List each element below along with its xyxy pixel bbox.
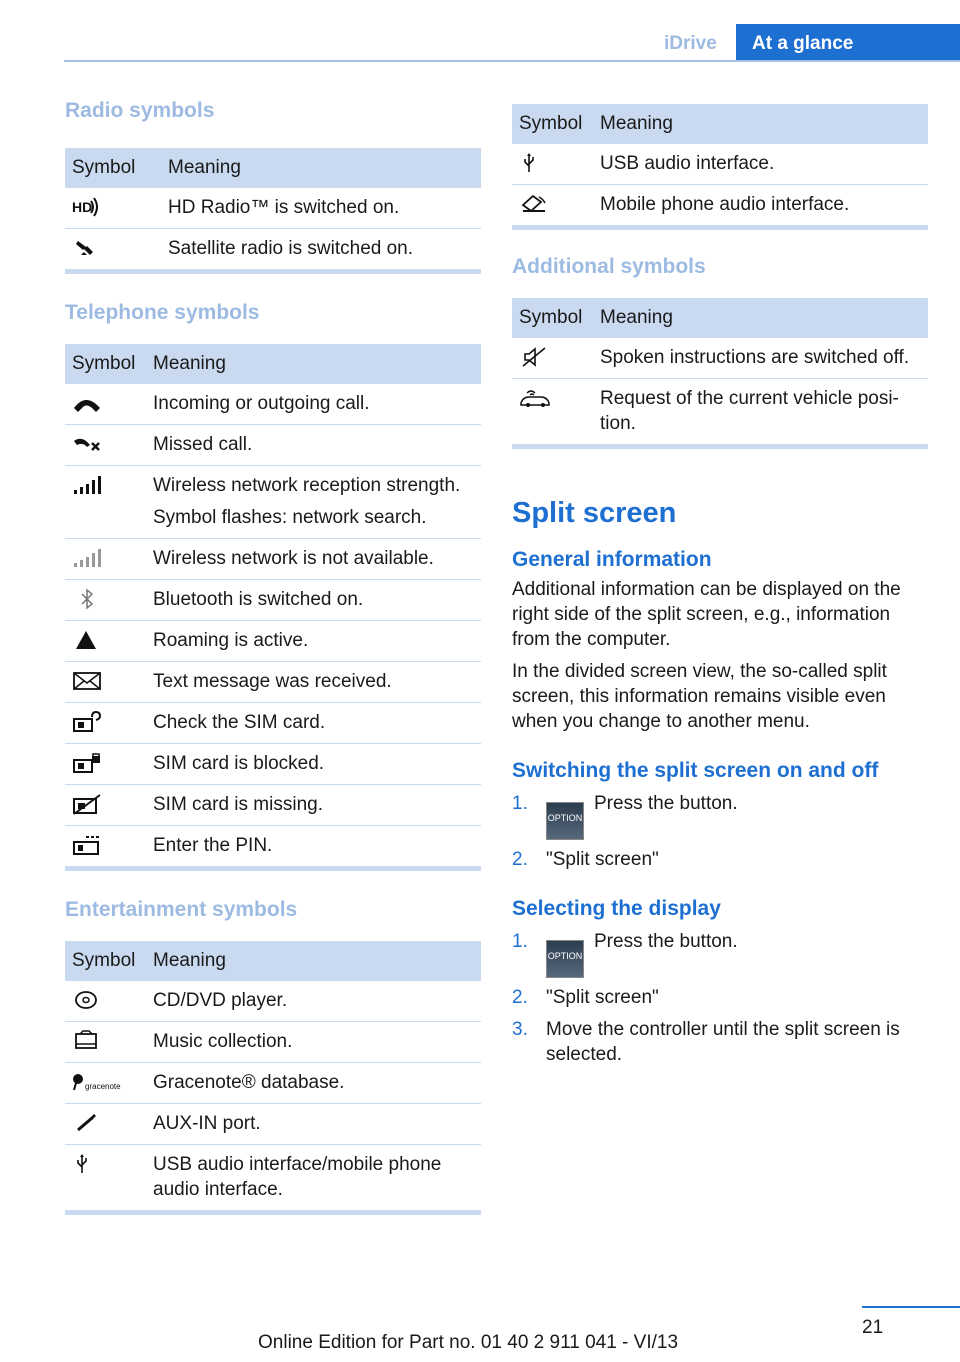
step-text: Press the button. [594, 793, 738, 814]
table-row [65, 229, 481, 269]
table-row [65, 188, 481, 229]
column-header-meaning: Meaning [600, 307, 673, 328]
meaning-text: SIM card is blocked. [153, 753, 325, 774]
list-item [512, 791, 928, 840]
column-header-meaning: Meaning [153, 353, 226, 374]
meaning-text: Incoming or outgoing call. [153, 393, 370, 414]
general-information-heading: General information [512, 548, 712, 571]
meaning-text: Text message was received. [153, 671, 392, 692]
header-rule [64, 60, 960, 62]
table-row [65, 703, 481, 744]
sim-missing-icon [72, 793, 102, 815]
meaning-text: Enter the PIN. [153, 835, 273, 856]
general-information-paragraph-1: Additional information can be displayed on the right side of the split screen, e.g., information from the computer. [512, 579, 901, 650]
table-row [65, 785, 481, 826]
table-row [65, 981, 481, 1022]
column-header-symbol: Symbol [72, 353, 136, 374]
meaning-text: Mobile phone audio interface. [600, 194, 850, 215]
table-row [65, 1145, 481, 1210]
bluetooth-icon [72, 588, 102, 610]
step-number: 3. [512, 1019, 528, 1040]
roaming-icon [72, 629, 102, 651]
table-row [65, 384, 481, 425]
additional-symbols-heading: Additional symbols [512, 255, 706, 278]
meaning-text: Roaming is active. [153, 630, 309, 651]
table-row [65, 1063, 481, 1104]
table-row [65, 1104, 481, 1145]
entertainment-symbols-table-continued [512, 104, 928, 230]
telephone-symbols-heading: Telephone symbols [65, 301, 260, 324]
option-button[interactable]: OPTION [546, 940, 584, 978]
selecting-display-heading: Selecting the display [512, 897, 721, 920]
meaning-text: USB audio interface. [600, 153, 775, 174]
additional-symbols-table [512, 298, 928, 449]
table-header [512, 298, 928, 338]
radio-symbols-table [65, 148, 481, 274]
meaning-text: Satellite radio is switched on. [168, 238, 414, 259]
signal-strength-icon [72, 474, 102, 496]
sim-blocked-icon [72, 752, 102, 774]
table-row [65, 826, 481, 866]
table-row [512, 144, 928, 185]
step-text: "Split screen" [546, 849, 659, 870]
table-header [65, 148, 481, 188]
mobile-phone-audio-icon [519, 193, 549, 215]
usb-icon [72, 1153, 102, 1175]
table-header [65, 344, 481, 384]
meaning-text: USB audio interface/mobile phone audio interface. [153, 1154, 442, 1200]
general-information-paragraph-2: In the divided screen view, the so-called split screen, this information remains visible even when you change to another menu. [512, 661, 887, 732]
sim-check-icon [72, 711, 102, 733]
radio-symbols-heading: Radio symbols [65, 99, 215, 122]
envelope-icon [72, 670, 102, 692]
speech-off-icon [519, 346, 549, 368]
table-row [65, 539, 481, 580]
table-row [65, 621, 481, 662]
music-collection-icon [72, 1030, 102, 1052]
meaning-note: Symbol flashes: network search. [153, 507, 427, 528]
meaning-text: Bluetooth is switched on. [153, 589, 364, 610]
list-item [512, 985, 928, 1010]
table-header [512, 104, 928, 144]
table-row [65, 580, 481, 621]
meaning-text: HD Radio™ is switched on. [168, 197, 400, 218]
hd-radio-icon [72, 196, 98, 218]
switching-heading: Switching the split screen on and off [512, 759, 879, 782]
column-header-symbol: Symbol [519, 307, 583, 328]
column-header-meaning: Meaning [168, 157, 241, 178]
step-text: "Split screen" [546, 987, 659, 1008]
table-header [65, 941, 481, 981]
meaning-text: CD/DVD player. [153, 990, 288, 1011]
no-network-icon [72, 547, 102, 569]
column-header-symbol: Symbol [72, 157, 136, 178]
usb-icon [519, 152, 549, 174]
gracenote-logo-text: gracenote [85, 1082, 121, 1091]
page-number: 21 [862, 1317, 884, 1338]
table-row [512, 185, 928, 225]
list-item [512, 1017, 928, 1067]
switching-steps [512, 791, 928, 872]
table-row [65, 425, 481, 466]
svg-text:HD: HD [72, 199, 93, 215]
option-button[interactable]: OPTION [546, 802, 584, 840]
right-column [512, 104, 928, 1067]
split-screen-heading: Split screen [512, 497, 677, 529]
pin-entry-icon [72, 834, 102, 856]
gracenote-icon [72, 1071, 132, 1093]
selecting-steps [512, 929, 928, 1067]
satellite-icon [72, 237, 98, 259]
column-header-symbol: Symbol [519, 113, 583, 134]
step-number: 2. [512, 987, 528, 1008]
step-number: 1. [512, 793, 528, 814]
step-number: 1. [512, 931, 528, 952]
header-chapter-tab [736, 24, 960, 62]
left-column [65, 98, 481, 1215]
meaning-text: Request of the current vehicle posi-tion. [600, 388, 899, 434]
step-text: Move the controller until the split screen is selected. [546, 1019, 900, 1065]
meaning-text: Wireless network reception strength. [153, 475, 461, 496]
table-row [512, 338, 928, 379]
table-row [65, 1022, 481, 1063]
column-header-meaning: Meaning [600, 113, 673, 134]
meaning-text: Music collection. [153, 1031, 293, 1052]
meaning-text: Spoken instructions are switched off. [600, 347, 910, 368]
entertainment-symbols-heading: Entertainment symbols [65, 898, 298, 921]
page-number-rule [862, 1306, 960, 1308]
meaning-text: Check the SIM card. [153, 712, 326, 733]
header-section-label: iDrive [664, 33, 717, 54]
phone-handset-icon [72, 392, 102, 414]
step-number: 2. [512, 849, 528, 870]
entertainment-symbols-table [65, 941, 481, 1215]
table-row [65, 662, 481, 703]
header-chapter-label: At a glance [752, 33, 854, 54]
aux-plug-icon [72, 1112, 102, 1134]
list-item [512, 929, 928, 978]
meaning-text: AUX-IN port. [153, 1113, 261, 1134]
missed-call-icon [72, 433, 102, 455]
list-item [512, 847, 928, 872]
meaning-text: SIM card is missing. [153, 794, 323, 815]
vehicle-position-icon [519, 387, 553, 409]
meaning-text: Wireless network is not available. [153, 548, 434, 569]
footer-edition: Online Edition for Part no. 01 40 2 911 041 - VI/13 [258, 1332, 679, 1353]
table-row [65, 744, 481, 785]
step-text: Press the button. [594, 931, 738, 952]
column-header-symbol: Symbol [72, 950, 136, 971]
telephone-symbols-table [65, 344, 481, 871]
column-header-meaning: Meaning [153, 950, 226, 971]
disc-icon [72, 989, 102, 1011]
meaning-text: Gracenote® database. [153, 1072, 345, 1093]
table-row [65, 466, 481, 539]
table-row [512, 379, 928, 444]
meaning-text: Missed call. [153, 434, 253, 455]
